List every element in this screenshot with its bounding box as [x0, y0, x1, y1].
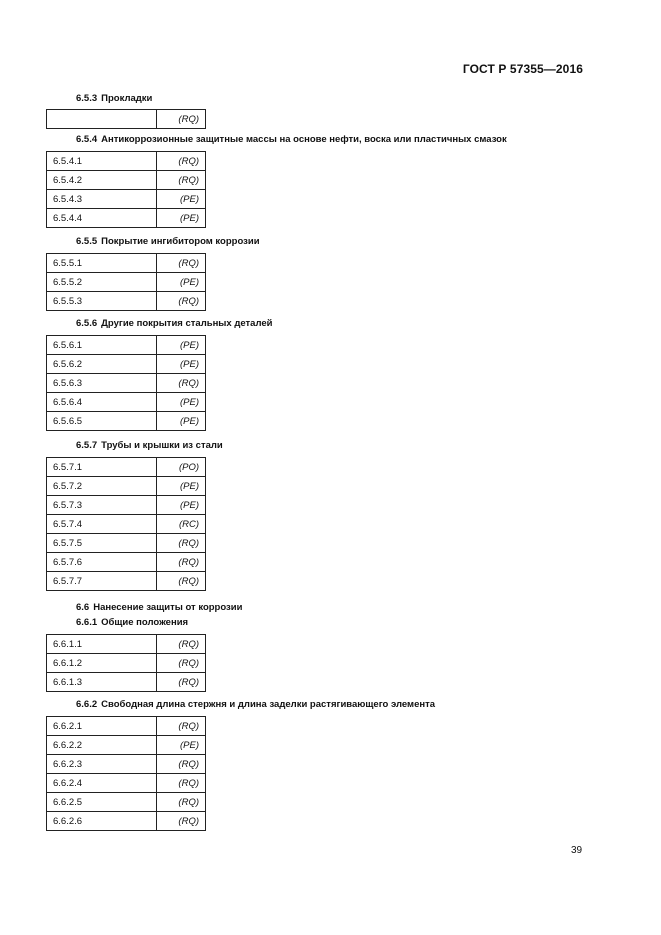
table-row	[47, 458, 206, 477]
row-code: 6.5.6.3	[47, 374, 157, 393]
section-title: Нанесение защиты от коррозии	[93, 602, 243, 613]
row-code: 6.5.6.2	[47, 355, 157, 374]
row-value: (RQ)	[157, 553, 206, 572]
section-heading-6-5-6	[76, 318, 273, 329]
requirements-table-6-5-6	[46, 335, 206, 431]
table-row	[47, 355, 206, 374]
section-title: Другие покрытия стальных деталей	[101, 318, 273, 329]
requirements-table-6-6-1	[46, 634, 206, 692]
section-number: 6.5.5	[76, 236, 98, 247]
row-code: 6.5.7.3	[47, 496, 157, 515]
row-value: (PE)	[157, 273, 206, 292]
row-code: 6.5.7.7	[47, 572, 157, 591]
section-title: Антикоррозионные защитные массы на основе нефти, воска или пластичных смазок	[101, 134, 507, 145]
row-value: (RQ)	[157, 171, 206, 190]
row-code: 6.6.2.6	[47, 812, 157, 831]
table-row	[47, 374, 206, 393]
row-code: 6.5.4.4	[47, 209, 157, 228]
section-number: 6.6.1	[76, 617, 98, 628]
row-value: (PE)	[157, 496, 206, 515]
row-value: (RQ)	[157, 534, 206, 553]
section-number: 6.5.3	[76, 93, 98, 104]
row-code: 6.5.6.1	[47, 336, 157, 355]
row-value: (PE)	[157, 190, 206, 209]
row-value: (PO)	[157, 458, 206, 477]
row-code: 6.6.2.1	[47, 717, 157, 736]
table-row	[47, 717, 206, 736]
row-value: (RQ)	[157, 654, 206, 673]
page-number: 39	[571, 845, 583, 856]
row-value: (PE)	[157, 736, 206, 755]
table-row	[47, 793, 206, 812]
table-row	[47, 171, 206, 190]
row-code: 6.6.1.3	[47, 673, 157, 692]
table-row	[47, 774, 206, 793]
row-value: (RQ)	[157, 635, 206, 654]
row-code: 6.6.1.1	[47, 635, 157, 654]
section-title: Свободная длина стержня и длина заделки растягивающего элемента	[101, 699, 436, 710]
section-heading-6-6-1	[76, 617, 188, 628]
section-heading-6-5-3	[76, 93, 152, 104]
requirements-table-6-5-3	[46, 109, 206, 129]
table-row	[47, 534, 206, 553]
requirements-table-6-6-2	[46, 716, 206, 831]
row-value: (PE)	[157, 336, 206, 355]
row-code: 6.6.1.2	[47, 654, 157, 673]
section-title: Трубы и крышки из стали	[101, 440, 223, 451]
table-row	[47, 496, 206, 515]
row-code: 6.6.2.3	[47, 755, 157, 774]
table-row	[47, 393, 206, 412]
section-heading-6-5-7	[76, 440, 223, 451]
table-row	[47, 635, 206, 654]
row-value: (RQ)	[157, 673, 206, 692]
row-code: 6.5.5.3	[47, 292, 157, 311]
document-header-id: ГОСТ Р 57355—2016	[462, 62, 583, 76]
table-row	[47, 654, 206, 673]
table-row	[47, 477, 206, 496]
requirements-table-6-5-4	[46, 151, 206, 228]
section-number: 6.6.2	[76, 699, 98, 710]
row-value: (PE)	[157, 355, 206, 374]
row-code: 6.5.6.4	[47, 393, 157, 412]
row-value: (RQ)	[157, 152, 206, 171]
row-value: (RQ)	[157, 812, 206, 831]
table-row	[47, 152, 206, 171]
row-value: (PE)	[157, 393, 206, 412]
table-row	[47, 515, 206, 534]
table-row	[47, 673, 206, 692]
table-row	[47, 292, 206, 311]
section-number: 6.5.6	[76, 318, 98, 329]
row-value: (PE)	[157, 209, 206, 228]
table-row	[47, 572, 206, 591]
row-code: 6.6.2.5	[47, 793, 157, 812]
row-value: (RQ)	[157, 254, 206, 273]
table-row	[47, 336, 206, 355]
table-row	[47, 190, 206, 209]
table-row	[47, 736, 206, 755]
row-value: (RQ)	[157, 110, 206, 129]
row-code	[47, 110, 157, 129]
row-code: 6.5.7.1	[47, 458, 157, 477]
section-number: 6.5.7	[76, 440, 98, 451]
row-code: 6.5.4.2	[47, 171, 157, 190]
row-value: (RQ)	[157, 717, 206, 736]
row-code: 6.5.7.6	[47, 553, 157, 572]
row-value: (RC)	[157, 515, 206, 534]
section-number: 6.5.4	[76, 134, 98, 145]
requirements-table-6-5-7	[46, 457, 206, 591]
row-code: 6.5.4.3	[47, 190, 157, 209]
section-heading-6-6-2	[76, 699, 435, 710]
section-number: 6.6	[76, 602, 90, 613]
row-value: (RQ)	[157, 572, 206, 591]
section-title: Прокладки	[101, 93, 153, 104]
table-row	[47, 412, 206, 431]
row-value: (RQ)	[157, 793, 206, 812]
row-code: 6.5.6.5	[47, 412, 157, 431]
section-heading-6-5-4	[76, 134, 507, 145]
section-title: Покрытие ингибитором коррозии	[101, 236, 260, 247]
row-value: (RQ)	[157, 374, 206, 393]
row-code: 6.5.5.2	[47, 273, 157, 292]
table-row	[47, 209, 206, 228]
table-row	[47, 110, 206, 129]
row-value: (PE)	[157, 477, 206, 496]
table-row	[47, 273, 206, 292]
row-code: 6.6.2.2	[47, 736, 157, 755]
row-code: 6.5.7.5	[47, 534, 157, 553]
table-row	[47, 755, 206, 774]
row-value: (RQ)	[157, 774, 206, 793]
section-heading-6-6	[76, 602, 242, 613]
table-row	[47, 553, 206, 572]
row-value: (PE)	[157, 412, 206, 431]
section-heading-6-5-5	[76, 236, 260, 247]
table-row	[47, 812, 206, 831]
requirements-table-6-5-5	[46, 253, 206, 311]
row-code: 6.5.4.1	[47, 152, 157, 171]
row-code: 6.6.2.4	[47, 774, 157, 793]
section-title: Общие положения	[101, 617, 189, 628]
row-value: (RQ)	[157, 292, 206, 311]
table-row	[47, 254, 206, 273]
row-code: 6.5.5.1	[47, 254, 157, 273]
row-code: 6.5.7.2	[47, 477, 157, 496]
row-code: 6.5.7.4	[47, 515, 157, 534]
row-value: (RQ)	[157, 755, 206, 774]
